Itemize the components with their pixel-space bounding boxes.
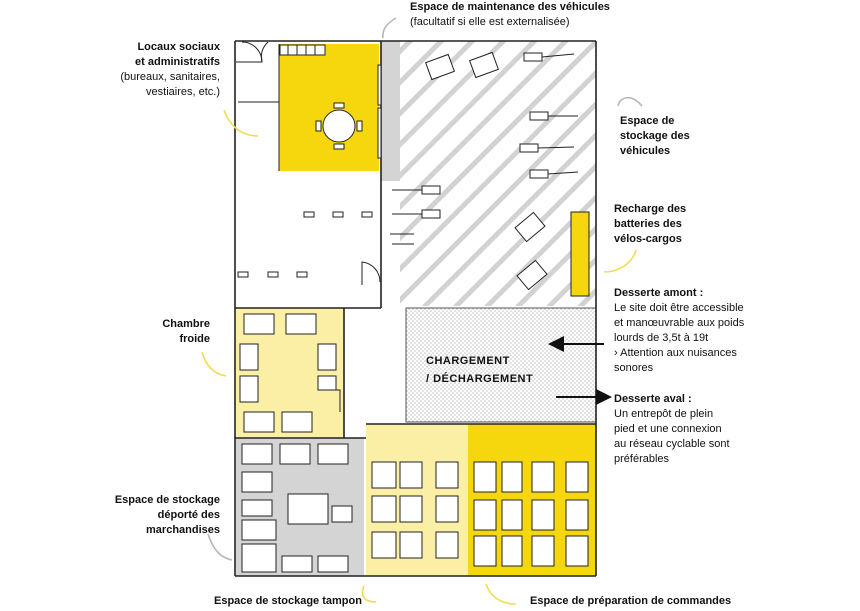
loading-zone-label: [426, 352, 533, 388]
vehicle-storage-line-3: véhicules: [620, 145, 671, 157]
buffer-storage-title: Espace de stockage tampon: [214, 595, 362, 607]
downstream-label: [614, 392, 730, 467]
social-admin-area: [279, 44, 379, 171]
maintenance-title: Espace de maintenance des véhicules: [410, 1, 610, 13]
vehicle-storage-line-2: stockage des: [620, 130, 690, 142]
downstream-line-3: au réseau cyclable sont: [614, 438, 730, 450]
downstream-line-1: Un entrepôt de plein: [614, 408, 714, 420]
cold-room-label: [120, 317, 210, 347]
upstream-line-1: Le site doit être accessible: [614, 302, 744, 314]
upstream-line-2: et manœuvrable aux poids: [614, 317, 745, 329]
order-preparation-label: [530, 594, 731, 609]
upstream-title: Desserte amont :: [614, 287, 704, 299]
upstream-line-5: sonores: [614, 362, 654, 374]
maintenance-area: [381, 41, 400, 181]
upstream-line-3: lourds de 3,5t à 19t: [614, 332, 709, 344]
downstream-line-4: préférables: [614, 453, 670, 465]
charging-line-1: Recharge des: [614, 203, 687, 215]
loading-line-2: / DÉCHARGEMENT: [426, 373, 534, 385]
cold-room-line-1: Chambre: [162, 318, 210, 330]
upstream-label: [614, 286, 744, 376]
remote-storage-line-3: marchandises: [146, 524, 220, 536]
remote-storage-line-2: déporté des: [157, 509, 220, 521]
charging-line-2: batteries des: [614, 218, 682, 230]
social-admin-title-1: Locaux sociaux: [137, 41, 220, 53]
charging-line-3: vélos-cargos: [614, 233, 682, 245]
loading-line-1: CHARGEMENT: [426, 355, 510, 367]
charging-station: [571, 212, 589, 296]
vehicle-storage-label: [620, 114, 690, 159]
vehicle-storage-line-1: Espace de: [620, 115, 675, 127]
remote-storage-line-1: Espace de stockage: [114, 494, 220, 506]
maintenance-label: [410, 0, 610, 30]
vehicle-storage-area: [400, 41, 596, 306]
downstream-title: Desserte aval :: [614, 393, 692, 405]
downstream-line-2: pied et une connexion: [614, 423, 722, 435]
buffer-storage-pallets: [372, 462, 458, 558]
remote-storage-label: [96, 493, 220, 538]
social-admin-title-2: et administratifs: [135, 56, 220, 68]
cold-room-line-2: froide: [179, 333, 210, 345]
order-preparation-title: Espace de préparation de commandes: [530, 595, 732, 607]
upstream-line-4: › Attention aux nuisances: [614, 347, 737, 359]
social-admin-sub-1: (bureaux, sanitaires,: [120, 71, 220, 83]
buffer-storage-label: [214, 594, 362, 609]
maintenance-subtitle: (facultatif si elle est externalisée): [410, 16, 570, 28]
social-admin-sub-2: vestiaires, etc.): [146, 86, 220, 98]
charging-label: [614, 202, 686, 247]
social-admin-label: [96, 40, 220, 100]
